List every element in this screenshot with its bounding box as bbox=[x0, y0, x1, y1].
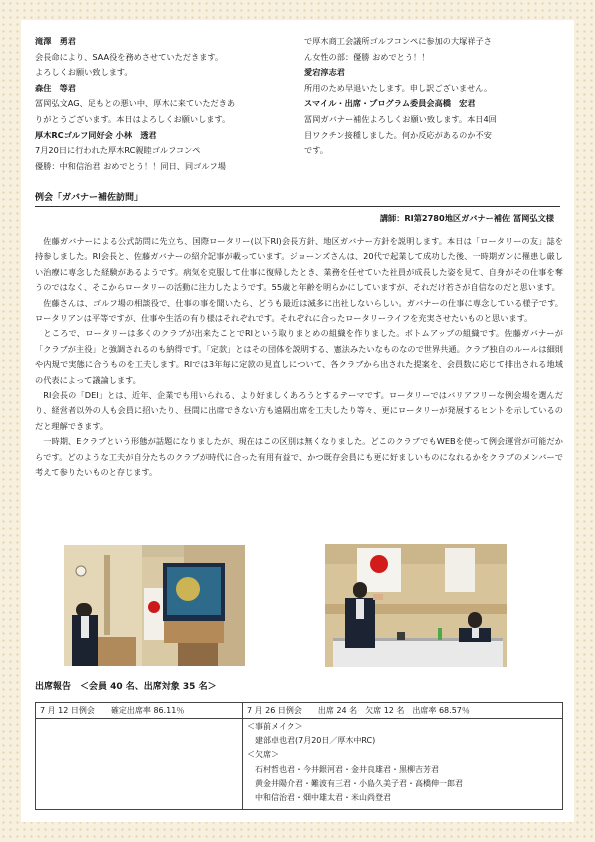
member-comments-left bbox=[35, 34, 235, 174]
section-divider bbox=[35, 206, 560, 207]
attendance-heading: 出席報告 ＜会員 40 名、出席対象 35 名＞ bbox=[35, 682, 217, 692]
photo-meeting-table bbox=[325, 544, 507, 667]
attendance-line: 黄金井陽介君・難波有三君・小島久美子君・高橋伸一郎君 bbox=[247, 778, 463, 788]
attendance-left-cell bbox=[36, 719, 243, 810]
speech-paragraph: 佐藤さんは、ゴルフ場の相談役で、仕事の事を聞いたら、どうも最近は滅多に出社しないらしい。ガバナーの仕事に専念している様子です。ロータリアンは平等ですが、仕事や生活の有り様はそれぞれです。それぞれに合ったロータリーライフを充実させたいものと思います。 bbox=[35, 297, 563, 324]
photo-speaker-podium bbox=[64, 545, 245, 666]
speech-paragraph: 一時期、Eクラブという形態が話題になりましたが、現在はこの区別は無くなりました。どこのクラブでもWEBを使って例会運営が可能だからです。どのような工夫が自分たちのクラブが時代に合った有用有益で、かつ既存会員にも更に好ましいものになれるかをクラブのメンバーで考えて参りたいものと存じます。 bbox=[35, 436, 563, 478]
attendance-left-header: 7 月 12 日例会 確定出席率 86.11％ bbox=[36, 703, 243, 719]
comment-line: 滝澤 勇君 bbox=[35, 36, 76, 46]
attendance-line: 石村哲也君・今井銀河君・金井良雄君・黒柳吉芳君 bbox=[247, 764, 439, 774]
speech-paragraph: ところで、ロータリーは多くのクラブが出来たことでRIという取りまとめの組織を作りました。ボトムアップの組織です。佐藤ガバナーが「クラブが主役」と強調されるのも納得です。「定款」とはその団体を説明する、憲法みたいなものなので世界共通。クラブ独自のルールは細則や内規で実態に合うものを工夫します。RIでは3年毎に定款の見直しについて、各クラブから出された提案を、会員数に応じて排出される地域の代表によって議論します。 bbox=[35, 328, 563, 385]
speech-body bbox=[35, 234, 563, 481]
lecturer-credit: 講師：RI第2780地区ガバナー補佐 冨岡弘文様 bbox=[379, 213, 554, 223]
comment-line: よろしくお願い致します。 bbox=[35, 67, 133, 78]
table-row bbox=[36, 703, 563, 719]
comment-line: で厚木商工会議所ゴルフコンペに参加の大塚祥子さ bbox=[304, 36, 492, 46]
attendance-right-header: 7 月 26 日例会 出席 24 名 欠席 12 名 出席率 68.57％ bbox=[243, 703, 563, 719]
comment-line: 7月20日に行われた厚木RC親睦ゴルフコンペ bbox=[35, 145, 201, 156]
attendance-table bbox=[35, 702, 563, 810]
comment-line: 森住 等君 bbox=[35, 82, 76, 93]
comment-line: 冨岡弘文AG、足もとの悪い中、厚木に来ていただきあ bbox=[35, 98, 236, 109]
comment-line: 優勝：中和信治君 おめでとう！！同日、同ゴルフ場 bbox=[35, 160, 226, 171]
comment-line: 所用のため早退いたします。申し訳ございません。 bbox=[304, 82, 493, 93]
comment-line: 目ワクチン接種しました。何か反応があるのか不安 bbox=[304, 129, 492, 140]
attendance-line: 建部卓也君(7月20日／厚木中RC) bbox=[247, 736, 376, 746]
photo-meeting-table-image bbox=[325, 544, 507, 667]
attendance-line: ＜欠席＞ bbox=[247, 750, 279, 760]
comment-line: ん女性の部：優勝 おめでとう！！ bbox=[304, 51, 430, 62]
comment-line: 冨岡ガバナー補佐よろしくお願い致します。本日4回 bbox=[304, 113, 497, 124]
comment-line: 厚木RCゴルフ同好会 小林 透君 bbox=[35, 129, 157, 140]
attendance-right-cell bbox=[243, 719, 563, 810]
member-comments-right bbox=[304, 34, 497, 159]
comment-line: 会長命により、SAA役を務めさせていただきます。 bbox=[35, 51, 224, 62]
comment-line: スマイル・出席・プログラム委員会高橋 宏君 bbox=[304, 98, 476, 109]
attendance-line: 中和信治君・畑中雄太君・米山尚登君 bbox=[247, 793, 391, 803]
attendance-line: ＜事前メイク＞ bbox=[247, 722, 303, 731]
comment-line: です。 bbox=[304, 145, 328, 156]
speech-paragraph: 佐藤ガバナーによる公式訪問に先立ち、国際ロータリー(以下RI)会長方針、地区ガバナー方針を説明します。本日は「ロータリーの友」誌を持参しました。RI会長と、佐藤ガバナーの紹介記事が載っています。ジョーンズさんは、20代で起業して成功した後、一時期ガンに罹患し厳しい治療に専念した経験があるようです。病気を克服して仕事に復帰したとき、業務を任せていた社員が成長した姿を見て、自身がその仕事を奪うのではなく、そこからロータリーの活動に注力したようです。55歳と年齢を明らかにしていますが、それだけ若さが自信なのだと思います。 bbox=[35, 236, 563, 293]
newsletter-page bbox=[21, 20, 574, 822]
comment-line: りがとうございます。本日はよろしくお願いします。 bbox=[35, 113, 231, 124]
speech-paragraph: RI会長の「DEI」とは、近年、企業でも用いられる、より好ましくあろうとするテーマです。ロータリーではバリアフリーな例会場を選んだり、経営者以外の人も会員に招いたり、昼間に出席できない方も遠隔出席を工夫したり等々、更にロータリーが発展するヒントを示しているのだと理解できます。 bbox=[35, 390, 563, 431]
table-row bbox=[36, 719, 563, 810]
photo-speaker-podium-image bbox=[64, 545, 245, 666]
section-title: 例会「ガバナー補佐訪問」 bbox=[35, 193, 144, 203]
comment-line: 愛宕淳志君 bbox=[304, 67, 345, 78]
